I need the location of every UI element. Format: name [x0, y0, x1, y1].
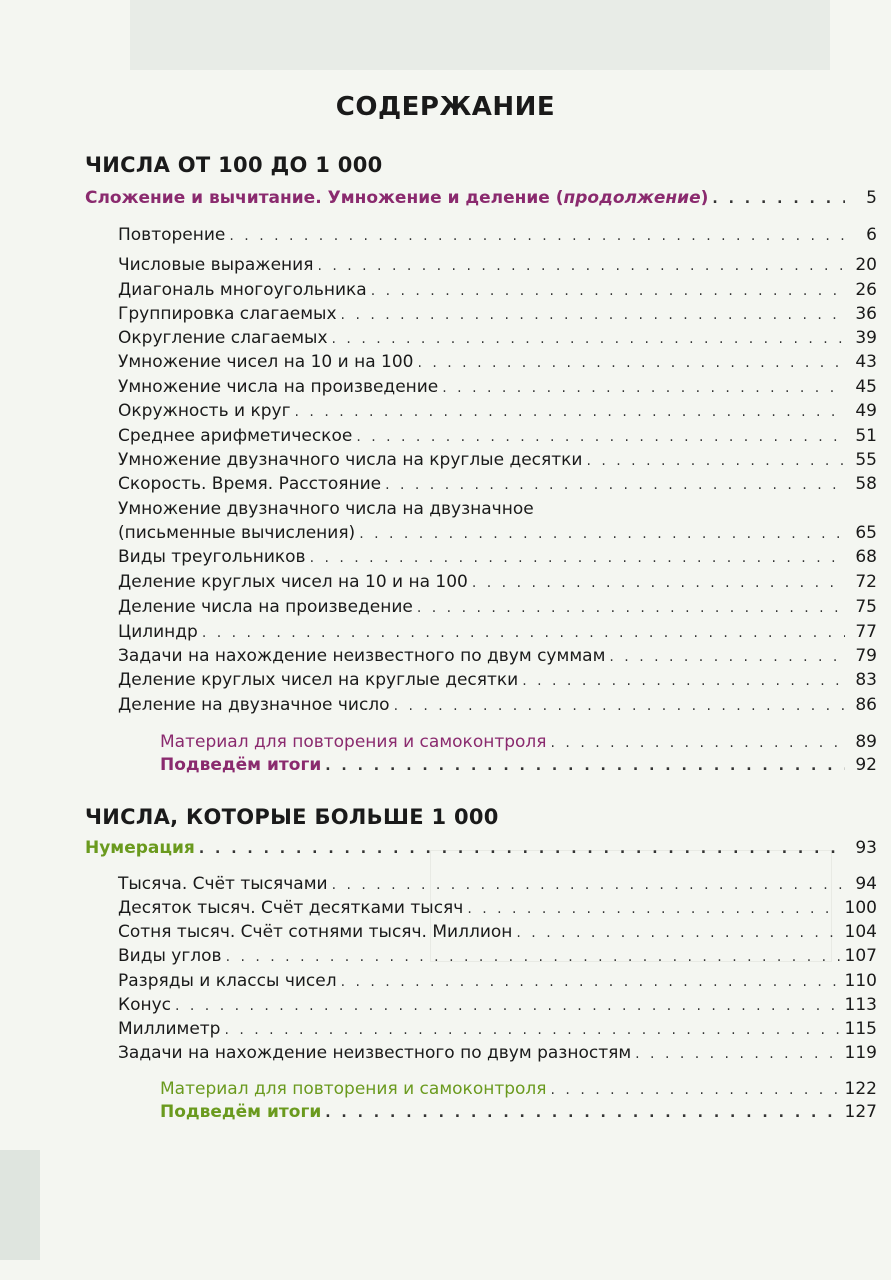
toc-review-2[interactable]: Материал для повторения и самоконтроля . . . 122 — [160, 1078, 877, 1101]
toc-item[interactable]: Виды треугольников . . . 68 — [118, 546, 877, 569]
toc-section-addition[interactable]: Сложение и вычитание. Умножение и деление (продолжение) . . . 5 — [85, 187, 877, 210]
page-title: СОДЕРЖАНИЕ — [335, 92, 556, 122]
toc-item[interactable]: Тысяча. Счёт тысячами . . . 94 — [118, 873, 877, 896]
toc-item[interactable]: Умножение числа на произведение . . . 45 — [118, 376, 877, 399]
toc-item[interactable]: Сотня тысяч. Счёт сотнями тысяч. Миллион . . . 104 — [118, 921, 877, 944]
toc-item[interactable]: Скорость. Время. Расстояние . . . 58 — [118, 473, 877, 496]
toc-item[interactable]: Числовые выражения . . . 20 — [118, 254, 877, 277]
toc-item[interactable]: Разряды и классы чисел . . . 110 — [118, 970, 877, 993]
toc-item[interactable]: Окружность и круг . . . 49 — [118, 400, 877, 423]
toc-review-1[interactable]: Материал для повторения и самоконтроля . . . 89 — [160, 731, 877, 754]
toc-item[interactable]: Виды углов . . . 107 — [118, 945, 877, 968]
toc-item[interactable]: Умножение чисел на 10 и на 100 . . . 43 — [118, 351, 877, 374]
toc-item[interactable]: Деление числа на произведение . . . 75 — [118, 596, 877, 619]
toc-item[interactable]: Миллиметр . . . 115 — [118, 1018, 877, 1041]
toc-summary-1[interactable]: Подведём итоги . . . 92 — [160, 754, 877, 777]
toc-item[interactable]: Деление на двузначное число . . . 86 — [118, 694, 877, 717]
toc-item[interactable]: Группировка слагаемых . . . 36 — [118, 303, 877, 326]
toc-summary-2[interactable]: Подведём итоги . . . 127 — [160, 1101, 877, 1124]
toc-item[interactable]: Диагональ многоугольника . . . 26 — [118, 279, 877, 302]
toc-item[interactable]: Задачи на нахождение неизвестного по двум разностям . . . 119 — [118, 1042, 877, 1065]
toc-item[interactable]: Десяток тысяч. Счёт десятками тысяч . . . 100 — [118, 897, 877, 920]
toc-section-numbering[interactable]: Нумерация . . . 93 — [85, 837, 877, 860]
part1-heading: ЧИСЛА ОТ 100 ДО 1 000 — [85, 153, 383, 177]
toc-item[interactable]: Округление слагаемых . . . 39 — [118, 327, 877, 350]
part2-heading: ЧИСЛА, КОТОРЫЕ БОЛЬШЕ 1 000 — [85, 805, 499, 829]
toc-item-line1[interactable]: Умножение двузначного числа на двузначное — [118, 499, 534, 519]
toc-item[interactable]: Деление круглых чисел на круглые десятки . . . 83 — [118, 669, 877, 692]
toc-item[interactable]: Деление круглых чисел на 10 и на 100 . . . 72 — [118, 571, 877, 594]
toc-item[interactable]: Цилиндр . . . 77 — [118, 621, 877, 644]
toc-item[interactable]: Конус . . . 113 — [118, 994, 877, 1017]
toc-item[interactable]: (письменные вычисления) . . . 65 — [118, 522, 877, 545]
toc-item[interactable]: Задачи на нахождение неизвестного по двум суммам . . . 79 — [118, 645, 877, 668]
toc-item[interactable]: Среднее арифметическое . . . 51 — [118, 425, 877, 448]
toc-item[interactable]: Умножение двузначного числа на круглые десятки . . . 55 — [118, 449, 877, 472]
toc-item[interactable]: Повторение . . . 6 — [118, 224, 877, 247]
